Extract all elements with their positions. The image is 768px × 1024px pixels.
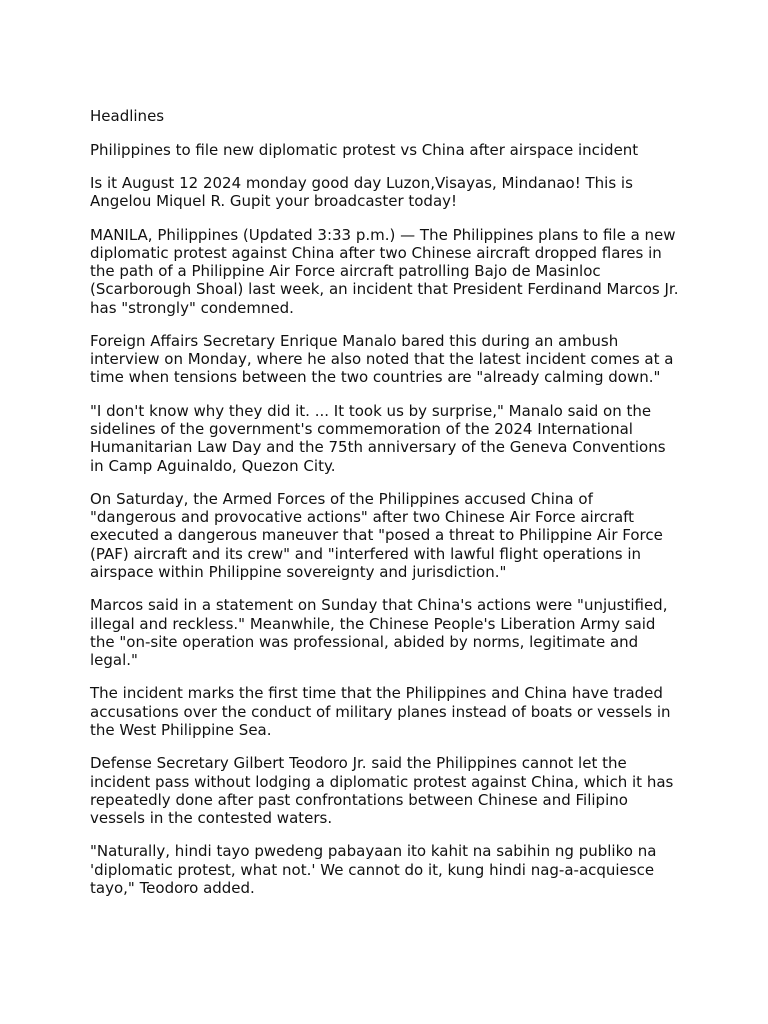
paragraph-teodoro: Defense Secretary Gilbert Teodoro Jr. said the Philippines cannot let the incident pass without lodging a diplomatic protest against China, which it has repeatedly done after past confrontations between Chinese and Filipino vessels in the contested waters. xyxy=(90,754,674,827)
article-title: Philippines to file new diplomatic protest vs China after airspace incident xyxy=(90,140,639,159)
paragraph-intro: Is it August 12 2024 monday good day Luzon,Visayas, Mindanao! This is Angelou Miquel R. Gupit your broadcaster today! xyxy=(90,174,633,211)
paragraph-quote-teodoro: "Naturally, hindi tayo pwedeng pabayaan ito kahit na sabihin ng publiko na 'diplomatic protest, what not.' We cannot do it, kung hindi nag-a-acquiesce tayo," Teodoro added. xyxy=(90,842,657,897)
paragraph-quote-manalo: "I don't know why they did it. ... It took us by surprise," Manalo said on the sidelines of the government's commemoration of the 2024 International Humanitarian Law Day and the 75th anniversary of the Geneva Conventions in Camp Aguinaldo, Quezon City. xyxy=(90,401,666,475)
section-heading: Headlines xyxy=(90,107,165,125)
paragraph-afp: On Saturday, the Armed Forces of the Philippines accused China of "dangerous and provocative actions" after two Chinese Air Force aircraft executed a dangerous maneuver that "posed a threat to Philippine Air Force (PAF) aircraft and its crew" and "interfered with lawful flight operations in airspace within Philippine sovereignty and jurisdiction." xyxy=(90,490,663,581)
paragraph-first-time: The incident marks the first time that the Philippines and China have traded accusations over the conduct of military planes instead of boats or vessels in the West Philippine Sea. xyxy=(90,684,671,739)
paragraph-marcos: Marcos said in a statement on Sunday that China's actions were "unjustified, illegal and reckless." Meanwhile, the Chinese People's Liberation Army said the "on-site operation was professional, abided by norms, legitimate and legal." xyxy=(90,596,668,669)
paragraph-manalo: Foreign Affairs Secretary Enrique Manalo bared this during an ambush interview on Monday, where he also noted that the latest incident comes at a time when tensions between the two countries are "already calming down." xyxy=(90,332,674,387)
document-page xyxy=(90,107,682,912)
paragraph-lead: MANILA, Philippines (Updated 3:33 p.m.) — The Philippines plans to file a new diplomatic protest against China after two Chinese aircraft dropped flares in the path of a Philippine Air Force aircraft patrolling Bajo de Masinloc (Scarborough Shoal) last week, an incident that President Ferdinand Marcos Jr. has "strongly" condemned. xyxy=(90,225,679,317)
